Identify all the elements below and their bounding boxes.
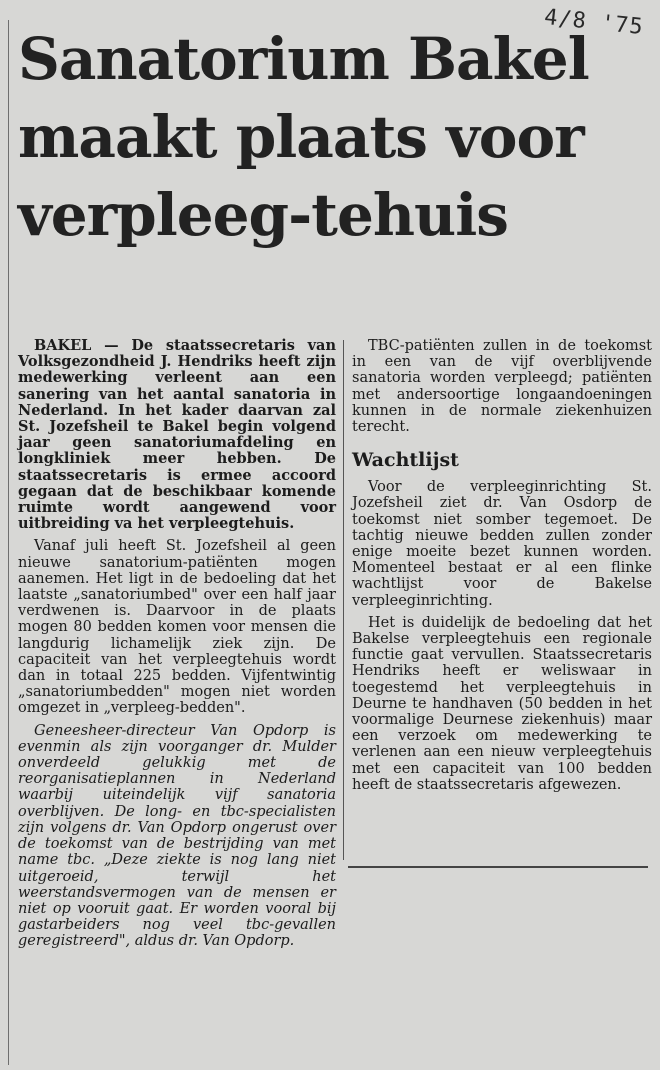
right-column [352,338,652,799]
body-paragraph: Vanaf juli heeft St. Jozefsheil al geen nieuwe sanatorium-patiënten mogen aanemen. Het ligt in de bedoeling dat het laatste „sanatoriumbed" over een half jaar verdwenen is. Daarvoor in de plaats mogen 80 bedden komen voor mensen die langdurig lichamelijk ziek zijn. De capaciteit van het verpleegtehuis wordt dan in totaal 225 bedden. Vijfentwintig „sanatoriumbedden" mogen niet worden omgezet in „verpleeg-bedden". [18,538,336,717]
clipping-edge-rule [8,20,9,1065]
subheading: Wachtlijst [352,449,459,472]
headline-line-2: maakt plaats voor [18,103,584,171]
headline-line-3: verpleeg-tehuis [18,181,508,249]
body-paragraph-italic: Geneesheer-directeur Van Opdorp is evenmin als zijn voorganger dr. Mulder onverdeeld gelukkig met de reorganisatieplannen in Nederland waarbij uiteindelijk vijf sanatoria overblijven. De long- en tbc-specialisten zijn volgens dr. Van Opdorp ongerust over de toekomst van de bestrijding van met name tbc. „Deze ziekte is nog lang niet uitgeroeid, terwijl het weerstandsvermogen van de mensen er niet op vooruit gaat. Er worden vooral bij gastarbeiders nog veel tbc-gevallen geregistreerd", aldus dr. Van Opdorp. [18,722,336,950]
headline-line-1: Sanatorium Bakel [18,25,589,93]
lead-paragraph: BAKEL — De staatssecretaris van Volksgezondheid J. Hendriks heeft zijn medewerking verleent aan een sanering van het aantal sanatoria in Nederland. In het kader daarvan zal St. Jozefsheil te Bakel begin volgend jaar geen sanatoriumafdeling en longkliniek meer hebben. De staatssecretaris is ermee accoord gegaan dat de beschikbaar komende ruimte wordt aangewend voor uitbreiding va het verpleegtehuis. [18,337,336,533]
body-paragraph: Het is duidelijk de bedoeling dat het Bakelse verpleegtehuis een regionale functie gaat vervullen. Staatssecretaris Hendriks heeft er weliswaar in toegestemd het verpleegtehuis in Deurne te handhaven (50 bedden in het voormalige Deurnese ziekenhuis) maar een verzoek om medewerking te verlenen aan een nieuw verpleegtehuis met een capaciteit van 100 bedden heeft de staatssecretaris afgewezen. [352,614,652,793]
article-end-rule [348,866,648,868]
body-paragraph: Voor de verpleeginrichting St. Jozefsheil ziet dr. Van Osdorp de toekomst niet somber tegemoet. De tachtig nieuwe bedden zullen zonder enige moeite bezet kunnen worden. Momenteel bestaat er al een flinke wachtlijst voor de Bakelse verpleeginrichting. [352,479,652,609]
left-column [18,338,336,956]
column-divider [343,340,344,860]
handwritten-date: 4/8 '75 [543,4,646,41]
body-paragraph: TBC-patiënten zullen in de toekomst in een van de vijf overblijvende sanatoria worden verpleegd; patiënten met andersoortige longaandoeningen kunnen in de normale ziekenhuizen terecht. [352,338,652,436]
headline [18,20,648,254]
